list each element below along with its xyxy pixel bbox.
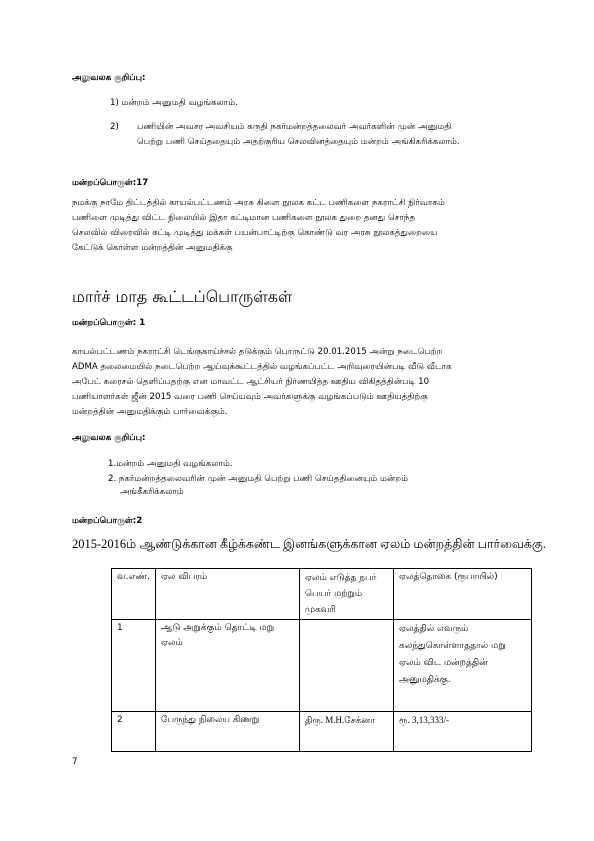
table-cell-auction-detail: பேருந்து நிலைய கிணறு <box>156 712 300 752</box>
auction-table <box>111 568 532 752</box>
paragraph-line: பணியாளர்கள் ஜீன் 2015 வரை பணி செய்யவும் அவர்களுக்கு வழங்கப்படும் ஊதியத்திற்கு <box>72 392 428 402</box>
header-cell-auction-detail: ஏல விபரம் <box>156 569 300 620</box>
table-cell-amount: ரூ. 3,13,333/- <box>394 712 532 752</box>
paragraph-line: பணிளை முடித்து விட்ட நிலையில் இதா கட்டிமான பணிகளை நூலக துறை தனது சொந்த <box>72 213 416 223</box>
subject-1-paragraph <box>72 345 526 420</box>
office-note-item-1: 1) மன்றம் அனுமதி வழங்கலாம். <box>110 98 238 108</box>
header-cell-serial: வ.எண். <box>112 569 156 620</box>
page-number: 7 <box>72 757 78 767</box>
office-note-2-title: அலுவலக குறிப்பு: <box>72 433 146 443</box>
table-cell-bidder <box>300 620 394 712</box>
table-cell-amount: ஏலத்தில் எவரும் கலந்துகொள்ளாததால் மறு ஏலம் விட மன்றத்தின் அனுமதிக்கு. <box>394 620 532 712</box>
subject-2-title: மன்றப்பொருள்:2 <box>72 516 143 526</box>
table-cell-serial: 1 <box>112 620 156 712</box>
table-cell-bidder: திரு. M.H.சேக்னா <box>300 712 394 752</box>
office-note-item-2-line-2: பெற்று பணி செய்ததையும் அதற்குரிய செலவினத்தையும் மன்றம் அங்கிகரிக்கலாம். <box>137 137 460 147</box>
paragraph-line: மன்றத்தின் அனுமதிக்கும் பார்வைக்கும். <box>72 407 228 417</box>
paragraph-line: காயல்பட்டணம் நகராட்சி டெங்குகாய்ச்சல் தடுக்கும் பொருட்டு 20.01.2015 அன்று நடைபெற்ற <box>72 347 443 357</box>
subject-17-paragraph <box>72 196 526 256</box>
paragraph-line: ADMA தலைமையில் நடைபெற்ற ஆய்வுக்கூட்டத்தில் வழங்கப்பட்ட அறிவுரையின்படி வீடு வீடாக <box>72 362 452 372</box>
office-note-2-item-2: 2. நகர்மன்றத்தலைவரின் முன் அனுமதி பெற்று பணி செய்ததினையும் மன்றம் <box>108 474 408 484</box>
office-note-item-2-line-1: பணியின் அவசர அவசியம் கருதி நகர்மன்றத்தலைவர் அவர்களின் முன் அனுமதி <box>137 122 452 132</box>
office-note-2-item-1: 1.மன்றம் அனுமதி வழங்கலாம். <box>108 459 233 469</box>
subject-2-intro: 2015-2016ம் ஆண்டுக்கான கீழ்க்கண்ட இனங்களுக்கான ஏலம் மன்றத்தின் பார்வைக்கு. <box>72 537 547 551</box>
section-heading: மார்ச் மாத கூட்டப்பொருள்கள் <box>72 287 293 306</box>
office-note-item-2-number: 2) <box>110 122 119 132</box>
paragraph-line: நமக்கு நாமே திட்டத்தில் காயல்பட்டணம் அரசு கிளை நூலக கட்ட பணிகளை நகராட்சி நிர்வாகம் <box>72 198 445 208</box>
header-cell-amount: ஏலத்தொகை (ரூபாயில்) <box>394 569 532 620</box>
header-cell-bidder: ஏலம் எடுத்த நபர் பெயர் மற்றும் முகவரி <box>300 569 394 620</box>
paragraph-line: கேட்டுக் கொள்ள மன்றத்தின் அனுமதிக்கு <box>72 243 233 253</box>
table-cell-serial: 2 <box>112 712 156 752</box>
table-row <box>112 712 532 752</box>
paragraph-line: அபேட் கரைசல் தெளிப்பதற்கு என மாவட்ட ஆட்சியர் நிர்ணயித்த ஊதிய விகிதத்தின்படி 10 <box>72 377 430 387</box>
paragraph-line: செலவில் விரைவில் கட்டி முடித்து மக்கள் பயன்பாட்டிற்கு கொண்டு வர அரசு நூலகத்துறையை <box>72 228 438 238</box>
table-row <box>112 620 532 712</box>
office-note-2-item-2-cont: அங்கீகரிக்கலாம் <box>120 487 184 497</box>
table-cell-auction-detail: ஆடு அறுக்கும் தொட்டி மறு ஏலம் <box>156 620 300 712</box>
office-note-title: அலுவலக குறிப்பு: <box>72 73 146 83</box>
table-header-row <box>112 569 532 620</box>
subject-1-title: மன்றப்பொருள்: 1 <box>72 318 146 328</box>
subject-17-title: மன்றப்பொருள்:17 <box>72 178 149 188</box>
